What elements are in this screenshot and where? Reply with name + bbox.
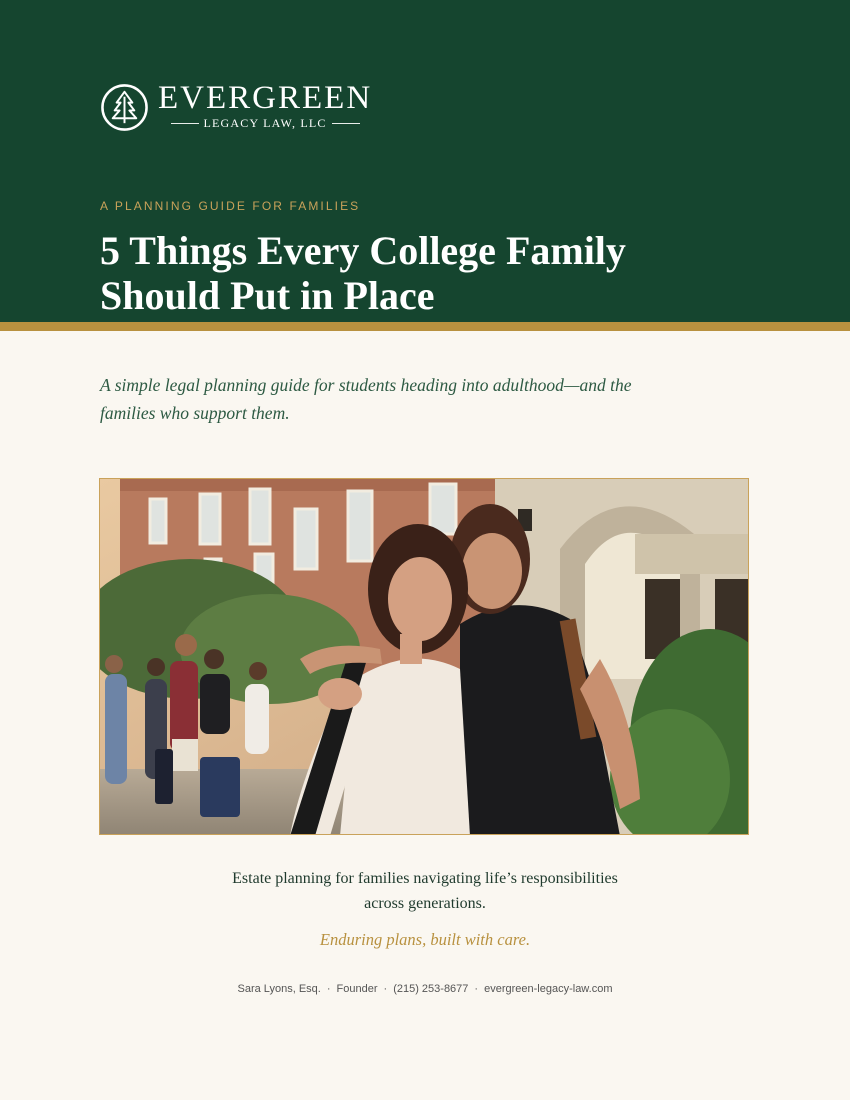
photo-illustration xyxy=(100,479,749,835)
page-title xyxy=(100,228,740,318)
title-line-2: Should Put in Place xyxy=(100,273,435,318)
page-subtitle: A simple legal planning guide for students heading into adulthood—and the families who support them. xyxy=(100,375,632,423)
contact-phone[interactable]: (215) 253-8677 xyxy=(393,983,469,995)
brand-dash-left xyxy=(171,123,199,124)
contact-separator: · xyxy=(383,983,388,995)
contact-separator: · xyxy=(474,983,479,995)
brand-subtitle-text: LEGACY LAW, LLC xyxy=(203,116,327,130)
brand-logo xyxy=(100,82,372,132)
brand-dash-right xyxy=(332,123,360,124)
brand-name: EVERGREEN xyxy=(158,80,373,116)
gold-divider xyxy=(0,322,850,331)
campus-family-photo xyxy=(99,478,749,835)
contact-separator: · xyxy=(326,983,331,995)
guide-eyebrow: A PLANNING GUIDE FOR FAMILIES xyxy=(100,199,361,213)
tagline-line-1: Estate planning for families navigating life’s responsibilities xyxy=(232,870,618,887)
footer-tagline xyxy=(175,866,675,916)
contact-name: Sara Lyons, Esq. xyxy=(237,983,321,995)
tagline-line-2: across generations. xyxy=(364,895,486,912)
contact-role: Founder xyxy=(336,983,378,995)
contact-line xyxy=(125,983,725,995)
footer-motto: Enduring plans, built with care. xyxy=(319,930,531,949)
contact-website-link[interactable]: evergreen-legacy-law.com xyxy=(484,983,613,995)
pine-tree-icon xyxy=(100,83,149,132)
title-line-1: 5 Things Every College Family xyxy=(100,228,626,273)
brand-subtitle xyxy=(166,116,365,131)
